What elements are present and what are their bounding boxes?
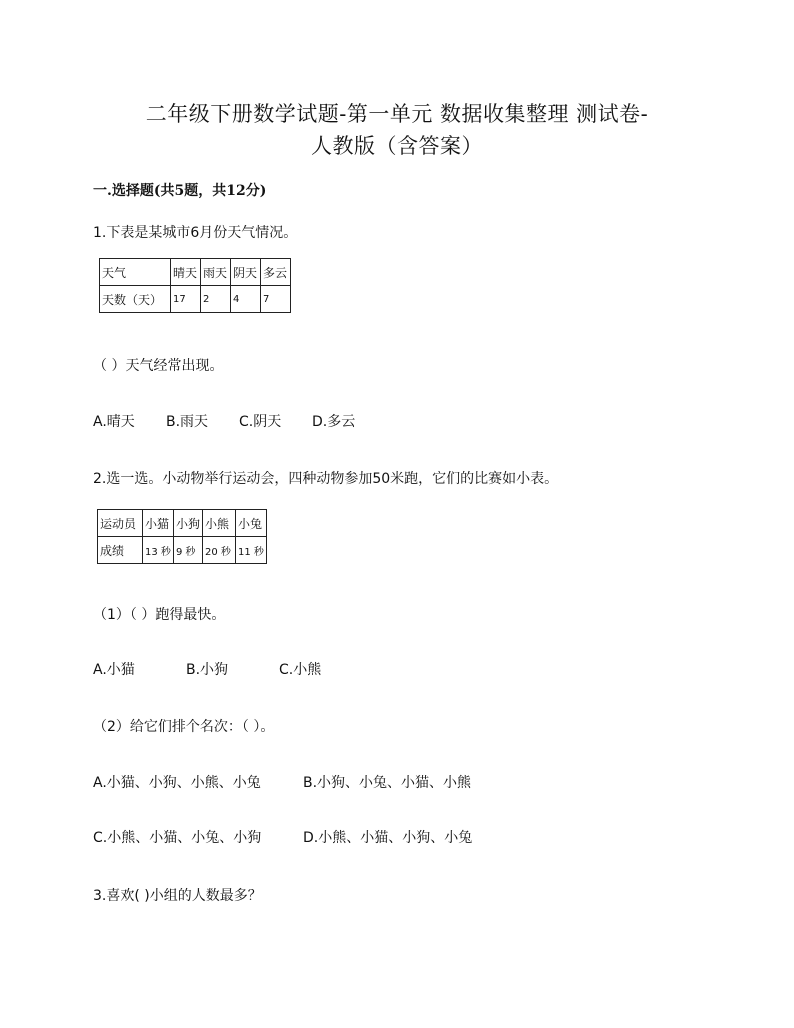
table-cell: 雨天	[201, 259, 231, 286]
title-line-1: 二年级下册数学试题-第一单元 数据收集整理 测试卷-	[145, 102, 649, 126]
table-cell: 4	[231, 286, 261, 313]
table-cell: 11 秒	[236, 537, 267, 564]
table-cell: 13 秒	[143, 537, 174, 564]
option-b: B.小狗	[186, 662, 229, 678]
q2-sub2-prompt: （2）给它们排个名次：（ ）。	[93, 719, 275, 735]
table-cell: 2	[201, 286, 231, 313]
option-d: D.小熊、小猫、小狗、小兔	[303, 830, 473, 846]
table-row	[98, 537, 267, 564]
q2-sub1-prompt: （1）（ ）跑得最快。	[93, 607, 226, 623]
q1-stem: 1.下表是某城市6月份天气情况。	[93, 225, 298, 241]
q1-options	[93, 411, 355, 431]
table-cell: 天数（天）	[100, 286, 171, 313]
table-cell: 7	[261, 286, 291, 313]
table-cell: 9 秒	[174, 537, 203, 564]
table-cell: 小熊	[203, 510, 236, 537]
option-a: A.小猫、小狗、小熊、小兔	[93, 775, 261, 791]
weather-table	[99, 258, 291, 313]
table-cell: 运动员	[98, 510, 143, 537]
option-b: B.雨天	[166, 414, 209, 430]
table-cell: 17	[171, 286, 201, 313]
table-cell: 小狗	[174, 510, 203, 537]
table-row	[100, 259, 291, 286]
table-cell: 晴天	[171, 259, 201, 286]
section-heading: 一.选择题(共5题，共12分)	[93, 183, 267, 199]
q2-sub2-options-row1	[93, 772, 471, 792]
table-cell: 天气	[100, 259, 171, 286]
table-row	[98, 510, 267, 537]
table-cell: 阴天	[231, 259, 261, 286]
title-line-2: 人教版（含答案）	[311, 134, 483, 158]
option-c: C.阴天	[239, 414, 282, 430]
race-table	[97, 509, 267, 564]
table-cell: 多云	[261, 259, 291, 286]
q2-stem: 2.选一选。小动物举行运动会，四种动物参加50米跑，它们的比赛如小表。	[93, 471, 559, 487]
table-cell: 小兔	[236, 510, 267, 537]
option-b: B.小狗、小兔、小猫、小熊	[303, 775, 472, 791]
q2-sub2-options-row2	[93, 827, 472, 847]
q3-stem: 3.喜欢( )小组的人数最多？	[93, 888, 262, 904]
table-row	[100, 286, 291, 313]
table-cell: 小猫	[143, 510, 174, 537]
option-c: C.小熊、小猫、小兔、小狗	[93, 830, 262, 846]
table-cell: 成绩	[98, 537, 143, 564]
option-d: D.多云	[312, 414, 356, 430]
table-cell: 20 秒	[203, 537, 236, 564]
option-a: A.晴天	[93, 414, 135, 430]
option-a: A.小猫	[93, 662, 135, 678]
q1-prompt: （ ）天气经常出现。	[93, 358, 224, 374]
q2-sub1-options	[93, 659, 321, 679]
option-c: C.小熊	[279, 662, 322, 678]
